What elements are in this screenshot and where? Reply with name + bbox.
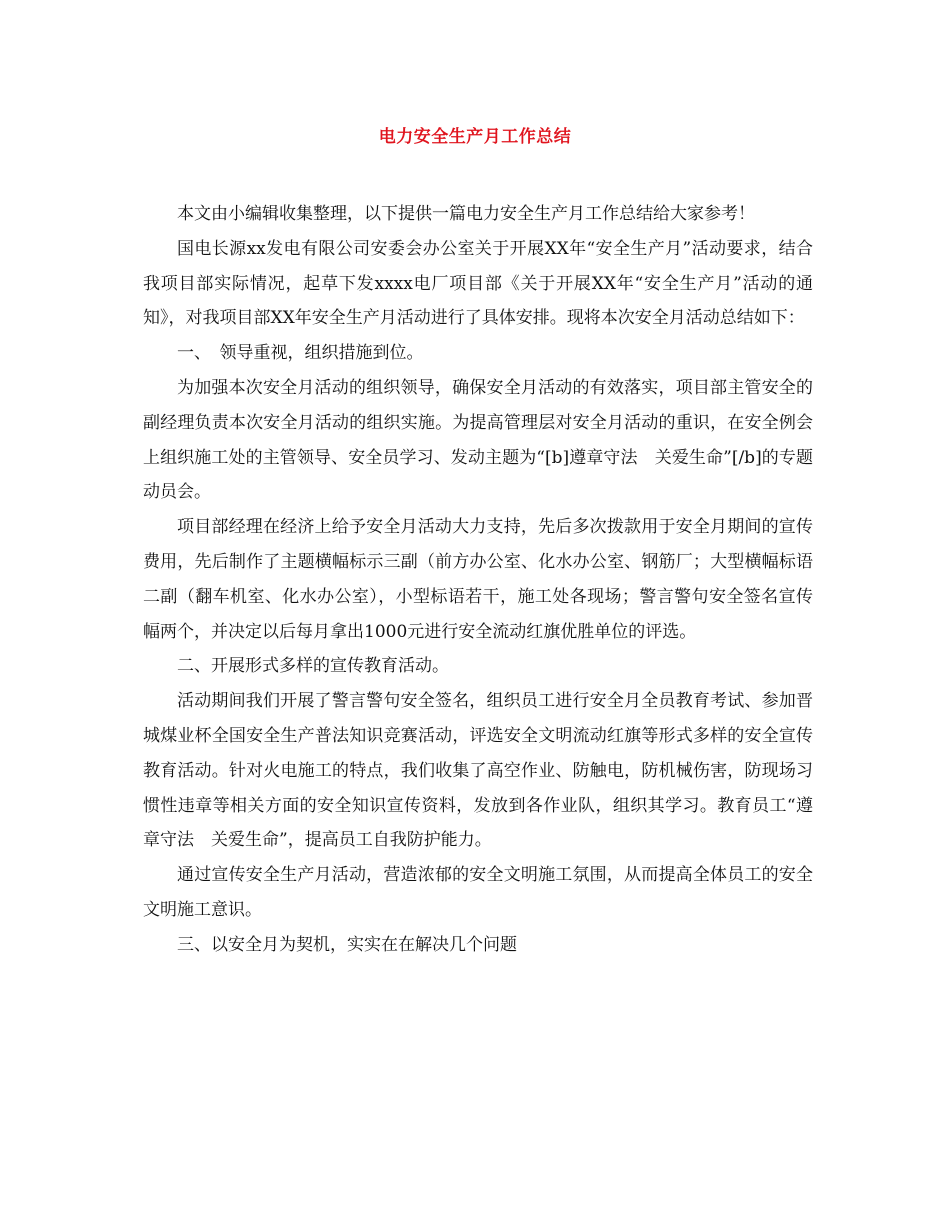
document-title: 电力安全生产月工作总结 [378, 127, 572, 147]
paragraph-background: 国电长源xx发电有限公司安委会办公室关于开展XX年“安全生产月”活动要求，结合我项目部实际情况，起草下发xxxx电厂项目部《关于开展XX年“安全生产月”活动的通知》，对我项目部XX年安全生产月活动进行了具体安排。现将本次安全月活动总结如下： [143, 238, 813, 329]
section-heading-1: 一、 领导重视，组织措施到位。 [177, 343, 424, 364]
paragraph-leadership: 为加强本次安全月活动的组织领导，确保安全月活动的有效落实，项目部主管安全的副经理负责本次安全月活动的组织实施。为提高管理层对安全月活动的重识，在安全例会上组织施工处的主管领导、安全员学习、发动主题为“[b]遵章守法 关爱生命”[/b]的专题动员会。 [143, 377, 813, 503]
paragraph-atmosphere: 通过宣传安全生产月活动，营造浓郁的安全文明施工氛围，从而提高全体员工的安全文明施工意识。 [143, 865, 813, 920]
paragraph-intro: 本文由小编辑收集整理，以下提供一篇电力安全生产月工作总结给大家参考！ [177, 204, 755, 224]
section-heading-2: 二、开展形式多样的宣传教育活动。 [177, 656, 449, 677]
paragraph-funding: 项目部经理在经济上给予安全月活动大力支持，先后多次拨款用于安全月期间的宣传费用，先后制作了主题横幅标示三副（前方办公室、化水办公室、钢筋厂；大型横幅标语二副（翻车机室、化水办公室），小型标语若干，施工处各现场；警言警句安全签名宣传幅两个，并决定以后每月拿出1000元进行安全流动红旗优胜单位的评选。 [143, 517, 813, 642]
paragraph-activities: 活动期间我们开展了警言警句安全签名，组织员工进行安全月全员教育考试、参加晋城煤业杯全国安全生产普法知识竞赛活动，评选安全文明流动红旗等形式多样的安全宣传教育活动。针对火电施工的特点，我们收集了高空作业、防触电，防机械伤害，防现场习惯性违章等相关方面的安全知识宣传资料，发放到各作业队，组织其学习。教育员工“遵章守法 关爱生命”，提高员工自我防护能力。 [143, 691, 813, 851]
section-heading-3: 三、以安全月为契机，实实在在解决几个问题 [177, 934, 517, 955]
document-body [143, 197, 813, 963]
